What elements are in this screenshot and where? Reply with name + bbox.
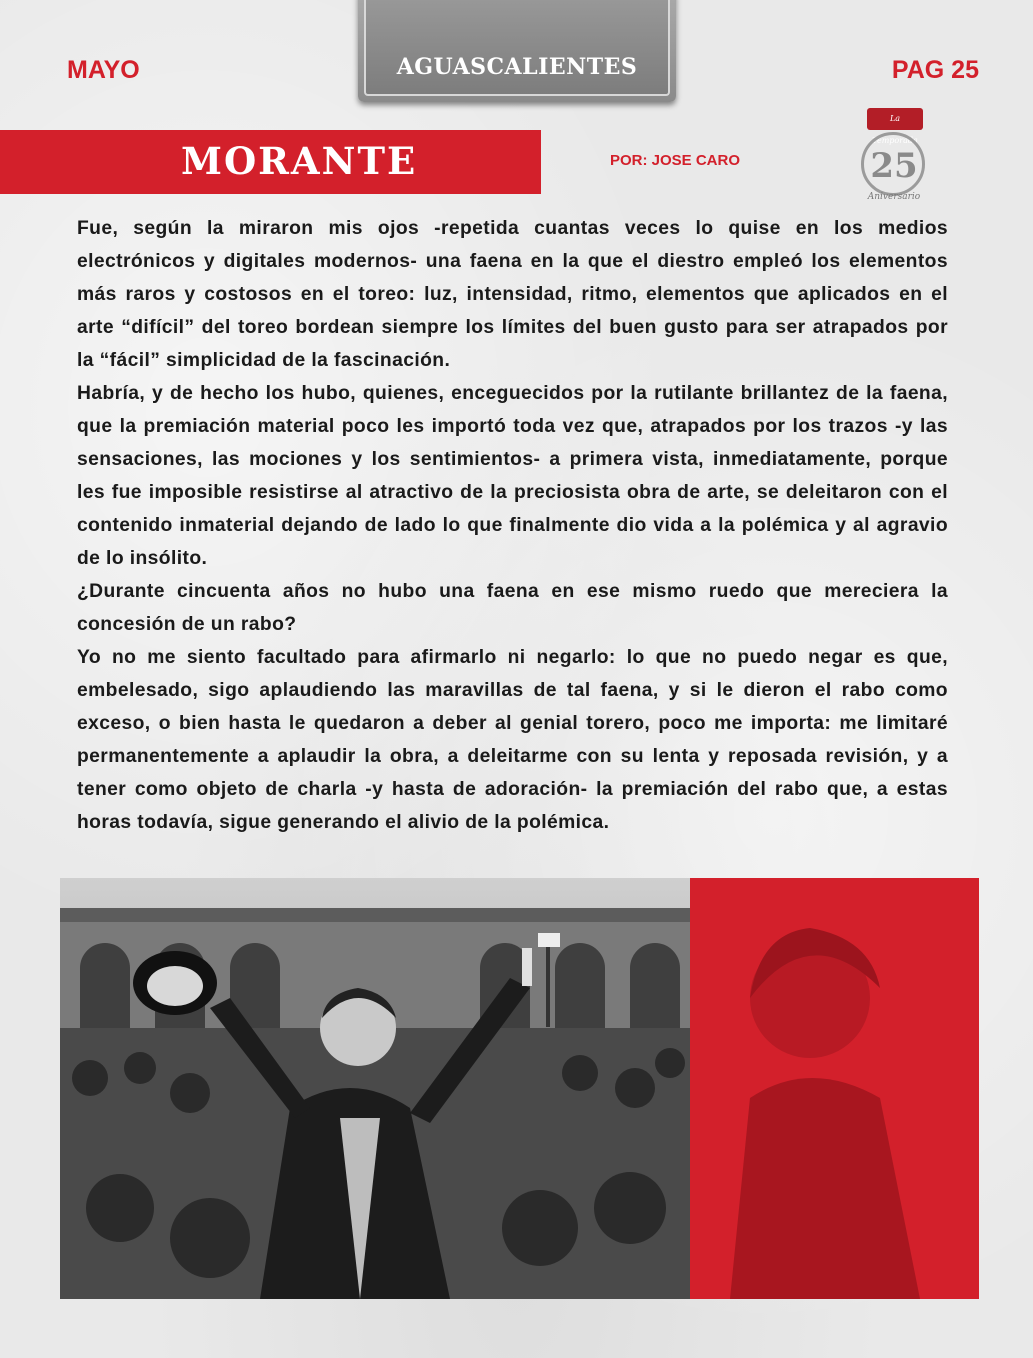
- logo-banner: La Temporada: [867, 108, 923, 130]
- bullfighter-photo-red: [690, 878, 979, 1299]
- section-tab: [358, 0, 676, 102]
- logo-subtitle: Aniversario: [867, 192, 921, 202]
- anniversary-logo: [855, 108, 933, 208]
- article-paragraph: ¿Durante cincuenta años no hubo una faena en ese mismo ruedo que mereciera la concesión de un rabo?: [77, 581, 948, 635]
- section-tab-label: AGUASCALIENTES: [396, 54, 638, 80]
- red-portrait-overlay: [690, 878, 979, 1299]
- article-paragraph: Fue, según la miraron mis ojos -repetida cuantas veces lo quise en los medios electrónicos y digitales modernos- una faena en la que el diestro empleó los elementos más raros y costosos en el toreo: luz, intensidad, ritmo, elementos que aplicados en el arte “difícil” del toreo bordean siempre los límites del buen gusto para ser atrapados por la “fácil” simplicidad de la fascinación.: [77, 218, 948, 371]
- article-byline: POR: JOSE CARO: [610, 152, 741, 169]
- section-tab-frame: [364, 0, 670, 96]
- article-paragraph: Habría, y de hecho los hubo, quienes, enceguecidos por la rutilante brillantez de la faena, que la premiación material poco les importó toda vez que, atrapados por los trazos -y las sensaciones, las mociones y los sentimientos- a primera vista, inmediatamente, porque les fue imposible resistirse al atractivo de la preciosista obra de arte, se deleitaron con el contenido inmaterial dejando de lado lo que finalmente dio vida a la polémica y al agravio de lo insólito.: [77, 383, 948, 569]
- article-title: MORANTE: [181, 139, 418, 183]
- article-paragraph: Yo no me siento facultado para afirmarlo ni negarlo: lo que no puedo negar es que, embelesado, sigo aplaudiendo las maravillas de tal faena, y si le dieron el rabo como exceso, o bien hasta le quedaron a deber al genial torero, poco me importa: me limitaré permanentemente a aplaudir la obra, a deleitarme con su lenta y reposada revisión, y a tener como objeto de charla -y hasta de adoración- la premiación del rabo que, a estas horas todavía, sigue generando el alivio de la polémica.: [77, 647, 948, 833]
- logo-number: 25: [870, 146, 918, 186]
- header-month: MAYO: [67, 56, 140, 84]
- article-photo: [60, 878, 979, 1299]
- page-number: PAG 25: [891, 56, 979, 84]
- article-body: [77, 212, 948, 839]
- bullfighter-photo-bw: [60, 878, 690, 1299]
